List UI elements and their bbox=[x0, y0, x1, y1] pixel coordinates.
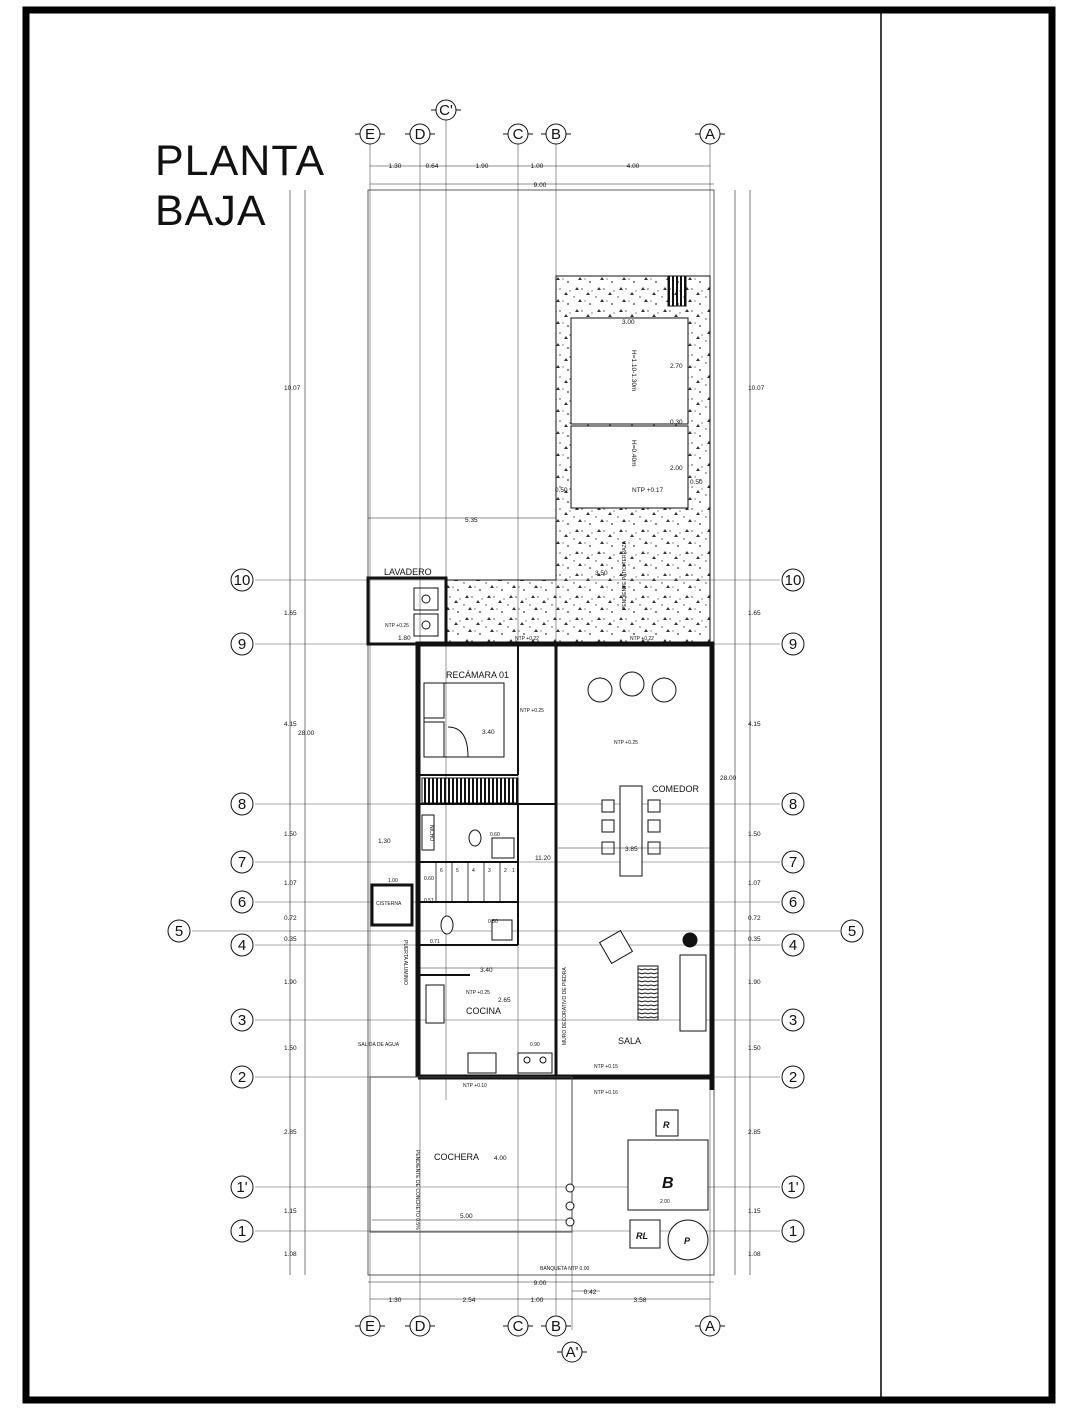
right-dim-4-3: 1.90 bbox=[748, 979, 761, 986]
pool-depth-deep: H=1.10-1.30m bbox=[630, 350, 637, 392]
pool-depth-shallow: H=0.40m bbox=[630, 440, 637, 467]
grid-letter-Aprime: A' bbox=[565, 1344, 579, 1361]
lavadero-level: NTP +0.25 bbox=[385, 623, 409, 629]
grid-number-5-left: 5 bbox=[174, 923, 184, 940]
grid-labels-bottom bbox=[365, 1318, 715, 1361]
dim-071: 0.71 bbox=[430, 939, 440, 945]
grid-letter-B-bottom: B bbox=[550, 1318, 562, 1335]
bottom-dim-extra: 0.42 bbox=[583, 1289, 597, 1296]
grid-number-10-left: 10 bbox=[233, 572, 251, 589]
right-dim-10-9: 1.65 bbox=[748, 610, 761, 617]
left-dim-10-9: 1.65 bbox=[284, 610, 297, 617]
grid-number-10-right: 10 bbox=[784, 572, 802, 589]
top-dimension-text bbox=[389, 163, 640, 189]
bottom-dim-3: 1.00 bbox=[530, 1297, 544, 1304]
grid-number-5-right: 5 bbox=[847, 923, 857, 940]
stair-step-4: 4 bbox=[472, 868, 475, 874]
dim-1120: 11.20 bbox=[535, 855, 551, 862]
grid-letter-A-bottom: A bbox=[704, 1318, 716, 1335]
cistern-width: 1.00 bbox=[388, 878, 398, 884]
left-dim-7-6: 1.07 bbox=[284, 880, 297, 887]
grid-bubbles-top bbox=[355, 100, 725, 144]
right-dim-8-7: 1.50 bbox=[748, 831, 761, 838]
water-outlet-label: SALIDA DE AGUA bbox=[358, 1042, 400, 1048]
grid-letter-D-bottom: D bbox=[414, 1318, 426, 1335]
symbol-B: B bbox=[662, 1175, 674, 1192]
grid-number-6-left: 6 bbox=[237, 894, 247, 911]
garage-level: NTP +0.10 bbox=[463, 1083, 487, 1089]
grid-number-4-right: 4 bbox=[788, 937, 798, 954]
right-total-length: 28.00 bbox=[720, 775, 737, 782]
room-label-cochera: COCHERA bbox=[434, 1152, 480, 1162]
room-label-cocina: COCINA bbox=[466, 1006, 502, 1016]
dim-garage-width: 5.00 bbox=[460, 1213, 473, 1220]
right-dim-2-1p: 2.85 bbox=[748, 1129, 761, 1136]
top-dim-3: 1.90 bbox=[475, 163, 489, 170]
grid-number-3-right: 3 bbox=[788, 1012, 798, 1029]
dim-051: 0.51 bbox=[424, 898, 434, 904]
grid-number-1prime-left: 1' bbox=[236, 1179, 248, 1196]
dim-garden-width: 2.00 bbox=[660, 1199, 670, 1205]
left-dim-6-5: 0.72 bbox=[284, 915, 297, 922]
title-line-1: PLANTA bbox=[155, 137, 326, 185]
stair-step-6: 6 bbox=[440, 868, 443, 874]
left-dim-8-7: 1.50 bbox=[284, 831, 297, 838]
grid-number-8-right: 8 bbox=[788, 796, 798, 813]
left-dim-3-2: 1.50 bbox=[284, 1045, 297, 1052]
pool-margin-1: 0.50 bbox=[555, 487, 568, 494]
grid-bubbles-bottom bbox=[355, 1316, 725, 1362]
bedroom-level: NTP +0.25 bbox=[520, 708, 544, 714]
grid-labels-sides bbox=[175, 572, 856, 1240]
pool-depth-2: 0.30 bbox=[670, 419, 683, 426]
pool-level: NTP +0.17 bbox=[632, 487, 664, 494]
stair-step-1: 1 bbox=[512, 868, 515, 874]
grid-number-7-left: 7 bbox=[237, 854, 247, 871]
left-total-length: 28.00 bbox=[298, 730, 315, 737]
bottom-dim-2: 2.54 bbox=[462, 1297, 476, 1304]
dim-130: 1.30 bbox=[378, 838, 391, 845]
grid-number-1-left: 1 bbox=[237, 1223, 247, 1240]
left-dim-9-8: 4.15 bbox=[284, 721, 297, 728]
bottom-dim-4: 3.58 bbox=[633, 1297, 647, 1304]
right-dim-6-5: 0.72 bbox=[748, 915, 761, 922]
left-dim-1p-1: 1.15 bbox=[284, 1208, 297, 1215]
symbol-RL: RL bbox=[636, 1231, 648, 1241]
left-dim-1-end: 1.08 bbox=[284, 1251, 297, 1258]
grid-letter-C-bottom: C bbox=[512, 1318, 524, 1335]
left-dim-5-4: 0.35 bbox=[284, 936, 297, 943]
dim-bedroom-width: 3.40 bbox=[482, 729, 495, 736]
stair bbox=[418, 862, 518, 902]
room-label-recamara: RECÁMARA 01 bbox=[446, 670, 510, 680]
top-dim-4: 1.00 bbox=[530, 163, 544, 170]
room-label-comedor: COMEDOR bbox=[652, 784, 699, 794]
cistern-label: CISTERNA bbox=[376, 901, 402, 907]
grid-letter-C-top: C bbox=[512, 126, 524, 143]
grid-number-3-left: 3 bbox=[237, 1012, 247, 1029]
bottom-dimension-text bbox=[389, 1280, 647, 1304]
grid-number-1-right: 1 bbox=[788, 1223, 798, 1240]
grid-number-2-right: 2 bbox=[788, 1069, 798, 1086]
stair-numbers bbox=[440, 868, 515, 874]
top-dim-5: 4.00 bbox=[626, 163, 640, 170]
top-dim-1: 1.30 bbox=[388, 163, 402, 170]
grid-letter-Cprime: C' bbox=[439, 102, 453, 119]
grid-letter-E-bottom: E bbox=[364, 1318, 376, 1335]
dim-090: 0.90 bbox=[530, 1042, 540, 1048]
terrace-slope-note: PENDIENTE PATIO TERRAZA bbox=[622, 541, 628, 610]
grid-number-8-left: 8 bbox=[237, 796, 247, 813]
kitchen-fixtures bbox=[426, 985, 552, 1073]
right-dim-1-end: 1.08 bbox=[748, 1251, 761, 1258]
dim-060b: 0.60 bbox=[424, 876, 434, 882]
stair-step-5: 5 bbox=[456, 868, 459, 874]
left-dim-2-1p: 2.85 bbox=[284, 1129, 297, 1136]
pool-width: 3.00 bbox=[622, 319, 635, 326]
grid-number-9-right: 9 bbox=[788, 636, 798, 653]
top-total-width: 9.00 bbox=[533, 182, 547, 189]
left-dim-4-3: 1.90 bbox=[284, 979, 297, 986]
terrace-level-1: NTP +0.22 bbox=[515, 636, 539, 642]
left-total-upper: 10.07 bbox=[284, 385, 301, 392]
symbol-P: P bbox=[684, 1236, 691, 1246]
dim-535: 5.35 bbox=[465, 517, 478, 524]
right-dim-9-8: 4.15 bbox=[748, 721, 761, 728]
stair-step-2: 2 bbox=[504, 868, 507, 874]
grid-letter-E-top: E bbox=[364, 126, 376, 143]
nicho-label: NICHO bbox=[428, 825, 434, 842]
terrace-level-2: NTP +0.22 bbox=[630, 636, 654, 642]
title-line-2: BAJA bbox=[155, 187, 267, 235]
pool-depth-1: 2.70 bbox=[670, 363, 683, 370]
pool-margin-2: 0.50 bbox=[690, 479, 703, 486]
stair-step-3: 3 bbox=[488, 868, 491, 874]
bottom-total-width: 9.00 bbox=[533, 1280, 547, 1287]
dim-kitchen-depth: 2.65 bbox=[498, 997, 511, 1004]
drawing-title bbox=[155, 136, 325, 236]
dim-050: 0.50 bbox=[488, 919, 498, 925]
dining-level: NTP +0.25 bbox=[614, 740, 638, 746]
grid-number-2-left: 2 bbox=[237, 1069, 247, 1086]
room-label-lavadero: LAVADERO bbox=[384, 567, 432, 577]
dim-garage-length: 4.00 bbox=[494, 1155, 507, 1162]
dim-060: 0.60 bbox=[490, 832, 500, 838]
room-label-sala: SALA bbox=[618, 1036, 642, 1046]
door-label: PUERTA ALUMINIO bbox=[402, 940, 408, 985]
grid-letter-D-top: D bbox=[414, 126, 426, 143]
entry-level: NTP +0.16 bbox=[594, 1090, 618, 1096]
garage-slope-note: PENDIENTE DE CONCRETO 0.5% bbox=[414, 1150, 420, 1230]
sidewalk-level: BANQUETA NTP 0.00 bbox=[540, 1266, 590, 1272]
right-total-upper: 10.07 bbox=[748, 385, 765, 392]
symbol-R: R bbox=[663, 1120, 670, 1130]
grid-number-4-left: 4 bbox=[237, 937, 247, 954]
grid-bubbles-sides bbox=[168, 569, 863, 1242]
living-furniture bbox=[600, 931, 706, 1031]
bottom-dim-1: 1.30 bbox=[388, 1297, 402, 1304]
grid-labels-top bbox=[365, 102, 715, 143]
stone-wall-label: MURO DECORATIVO DE PIEDRA bbox=[562, 967, 568, 1045]
grid-number-1prime-right: 1' bbox=[787, 1179, 799, 1196]
grid-letter-A-top: A bbox=[704, 126, 716, 143]
dim-kitchen-width: 3.40 bbox=[480, 967, 493, 974]
pool-depth-3: 2.00 bbox=[670, 465, 683, 472]
right-dimension-text bbox=[720, 385, 765, 1258]
walls bbox=[368, 578, 712, 1090]
dim-350: 3.50 bbox=[595, 570, 608, 577]
right-dim-1p-1: 1.15 bbox=[748, 1208, 761, 1215]
grid-number-9-left: 9 bbox=[237, 636, 247, 653]
laundry-sinks bbox=[414, 588, 438, 636]
dim-180: 1.80 bbox=[398, 635, 411, 642]
dim-dining-width: 3.85 bbox=[625, 846, 638, 853]
right-dim-3-2: 1.50 bbox=[748, 1045, 761, 1052]
grid-letter-B-top: B bbox=[550, 126, 562, 143]
living-level: NTP +0.15 bbox=[594, 1064, 618, 1070]
right-dim-5-4: 0.35 bbox=[748, 936, 761, 943]
grid-number-6-right: 6 bbox=[788, 894, 798, 911]
kitchen-level: NTP +0.25 bbox=[466, 990, 490, 996]
meters bbox=[566, 1184, 574, 1226]
grid-number-7-right: 7 bbox=[788, 854, 798, 871]
top-dim-2: 0.64 bbox=[425, 163, 439, 170]
bedroom-furniture bbox=[422, 683, 518, 803]
right-dim-7-6: 1.07 bbox=[748, 880, 761, 887]
left-dimension-text bbox=[284, 385, 315, 1258]
